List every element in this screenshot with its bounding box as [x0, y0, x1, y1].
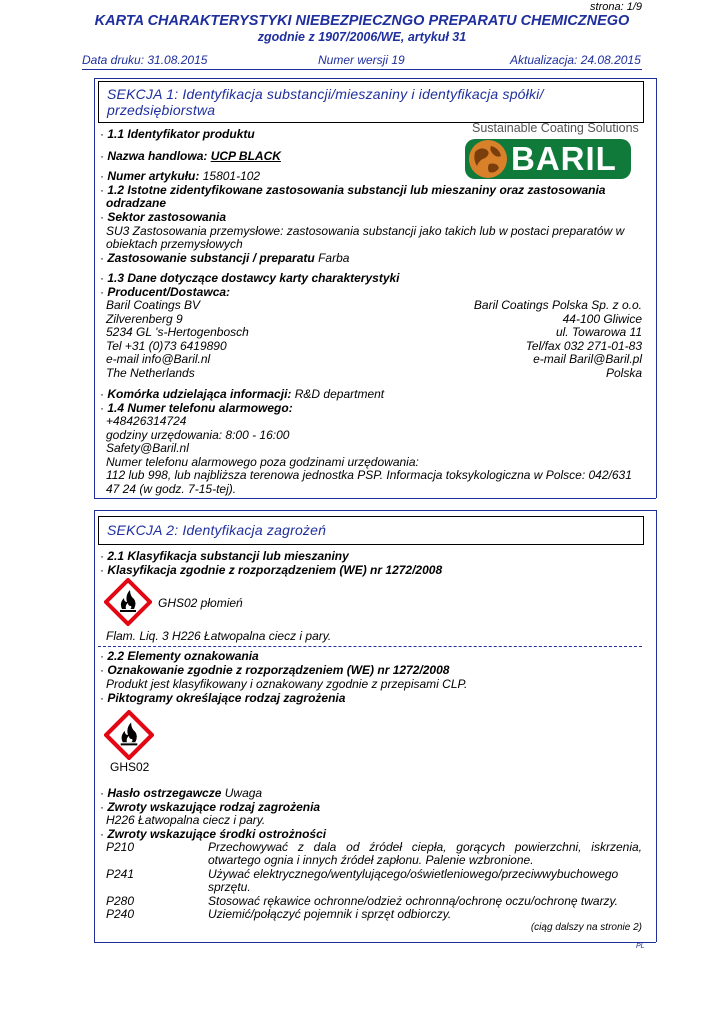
p210-code: P210: [106, 840, 135, 854]
section1-right-border: [656, 78, 657, 498]
sector-text-line1: SU3 Zastosowania przemysłowe: zastosowania substancji jako takich lub w postaci preparatów w: [106, 224, 625, 238]
footer-rule: [94, 942, 656, 943]
dashed-divider: [98, 646, 642, 647]
section2-title-box: [98, 516, 644, 545]
hazard-statements-heading: · Zwroty wskazujące rodzaj zagrożenia: [100, 800, 321, 814]
classification-regulation: · Klasyfikacja zgodnie z rozporządzeniem (WE) nr 1272/2008: [100, 563, 443, 577]
document-subtitle: zgodnie z 1907/2006/WE, artykuł 31: [257, 30, 467, 44]
logo-tagline: Sustainable Coating Solutions: [472, 121, 639, 135]
page-number: strona: 1/9: [590, 1, 642, 13]
emergency-line: godziny urzędowania: 8:00 - 16:00: [106, 427, 290, 442]
supplier-heading: · 1.3 Dane dotyczące dostawcy karty charakterystyki: [100, 271, 400, 285]
article-number: · Numer artykułu: 15801-102: [100, 169, 261, 183]
label-note: Produkt jest klasyfikowany i oznakowany zgodnie z przepisami CLP.: [106, 677, 468, 691]
document-title: KARTA CHARAKTERYSTYKI NIEBEZPIECZNGO PREPARATU CHEMICZNEGO: [94, 13, 630, 29]
address-right-line: Baril Coatings Polska Sp. z o.o.: [473, 298, 642, 312]
section1-top-rule: [94, 78, 656, 79]
section2-left-border: [94, 510, 95, 942]
print-date: Data druku: 31.08.2015: [82, 53, 208, 67]
section1-left-border: [94, 78, 95, 498]
label-regulation: · Oznakowanie zgodnie z rozporządzeniem (WE) nr 1272/2008: [100, 663, 450, 677]
address-left-line: Baril Coatings BV: [106, 298, 201, 312]
emergency-line: Safety@Baril.nl: [106, 441, 189, 455]
address-right: [474, 299, 642, 380]
sector-label: · Sektor zastosowania: [100, 210, 227, 224]
ghs02-flame-icon: [104, 710, 154, 760]
address-right-line: 44-100 Gliwice: [562, 311, 642, 326]
substance-use: · Zastosowanie substancji / preparatu Farba: [100, 251, 350, 265]
address-right-line: Polska: [605, 365, 642, 380]
p280-text: Stosować rękawice ochronne/odzież ochronną/ochronę oczu/ochronę twarzy.: [208, 894, 619, 908]
precautionary-heading: · Zwroty wskazujące środki ostrożności: [100, 827, 327, 841]
sector-text-line2: obiektach przemysłowych: [106, 237, 243, 251]
globe-icon: [467, 138, 509, 180]
emergency-line: Numer telefonu alarmowego poza godzinami urzędowania:: [106, 454, 419, 469]
trade-name-value: UCP BLACK: [210, 149, 281, 163]
section2-title: SEKCJA 2: Identyfikacja zagrożeń: [107, 522, 327, 538]
continued-note: (ciąg dalszy na stronie 2): [530, 922, 642, 933]
section1-title-line2: przedsiębiorstwa: [107, 102, 216, 118]
address-left-line: The Netherlands: [106, 365, 195, 380]
label-elements-heading: · 2.2 Elementy oznakowania: [100, 649, 259, 663]
emergency-line: 112 lub 998, lub najbliższa terenowa jednostka PSP. Informacja toksykologiczna w Polsce: 042/631: [106, 468, 632, 482]
section2-right-border: [656, 510, 657, 942]
address-left: [106, 299, 249, 380]
p210-text-line1: Przechowywać z dala od źródeł ciepła, gorących powierzchni, iskrzenia,: [208, 840, 642, 854]
address-left-line: 5234 GL 's-Hertogenbosch: [106, 325, 249, 339]
section1-bottom-rule: [94, 498, 656, 499]
header-rule: [82, 69, 642, 70]
section1-title-line1: SEKCJA 1: Identyfikacja substancji/mieszaniny i identyfikacja spółki/: [107, 86, 544, 102]
classification-heading: · 2.1 Klasyfikacja substancji lub mieszaniny: [100, 549, 349, 563]
p240-text: Uziemić/połączyć pojemnik i sprzęt odbiorczy.: [208, 907, 452, 921]
section1-title-box: [98, 81, 644, 123]
emergency-heading: · 1.4 Numer telefonu alarmowego:: [100, 401, 293, 415]
p210-text-line2: otwartego ognia i innych źródeł zapłonu. Palenie wzbronione.: [208, 853, 534, 867]
trade-name: · Nazwa handlowa: UCP BLACK: [100, 149, 281, 163]
update-date: Aktualizacja: 24.08.2015: [510, 53, 641, 67]
p240-code: P240: [106, 907, 135, 921]
p241-text-line2: sprzętu.: [208, 880, 251, 894]
emergency-line: +48426314724: [106, 414, 187, 428]
hazard-statement: H226 Łatwopalna ciecz i pary.: [106, 813, 266, 827]
address-left-line: e-mail info@Baril.nl: [106, 352, 211, 366]
address-left-line: Tel +31 (0)73 6419890: [106, 338, 227, 353]
pictograms-heading: · Piktogramy określające rodzaj zagrożenia: [100, 691, 346, 705]
address-right-line: Tel/fax 032 271-01-83: [525, 338, 642, 353]
logo-brand-text: BARIL: [511, 140, 617, 177]
address-left-line: Zilverenberg 9: [106, 311, 183, 326]
version-number: Numer wersji 19: [318, 53, 405, 67]
identified-uses-line2: odradzane: [106, 196, 167, 210]
p241-code: P241: [106, 867, 135, 881]
p280-code: P280: [106, 894, 135, 908]
ghs02-caption: GHS02 płomień: [158, 596, 243, 610]
pictogram-caption: GHS02: [110, 760, 150, 774]
language-code: PL: [636, 943, 645, 950]
p241-text-line1: Używać elektrycznego/wentylującego/oświetleniowego/przeciwwybuchowego: [208, 867, 619, 881]
signal-word: · Hasło ostrzegawcze Uwaga: [100, 786, 263, 800]
baril-logo: [465, 139, 631, 179]
address-right-line: ul. Towarowa 11: [555, 325, 642, 339]
flam-classification: Flam. Liq. 3 H226 Łatwopalna ciecz i pary.: [106, 629, 332, 643]
address-right-line: e-mail Baril@Baril.pl: [533, 352, 642, 366]
section2-top-rule: [94, 510, 656, 511]
info-department: · Komórka udzielająca informacji: R&D department: [100, 387, 385, 401]
producer-label: · Producent/Dostawca:: [100, 285, 231, 299]
emergency-line: 47 24 (w godz. 7-15-tej).: [106, 481, 237, 496]
ghs02-flame-icon: [104, 578, 152, 626]
product-identifier: · 1.1 Identyfikator produktu: [100, 127, 255, 141]
identified-uses: · 1.2 Istotne zidentyfikowane zastosowania substancji lub mieszaniny oraz zastosowania: [100, 183, 606, 197]
emergency-details: [106, 415, 632, 496]
